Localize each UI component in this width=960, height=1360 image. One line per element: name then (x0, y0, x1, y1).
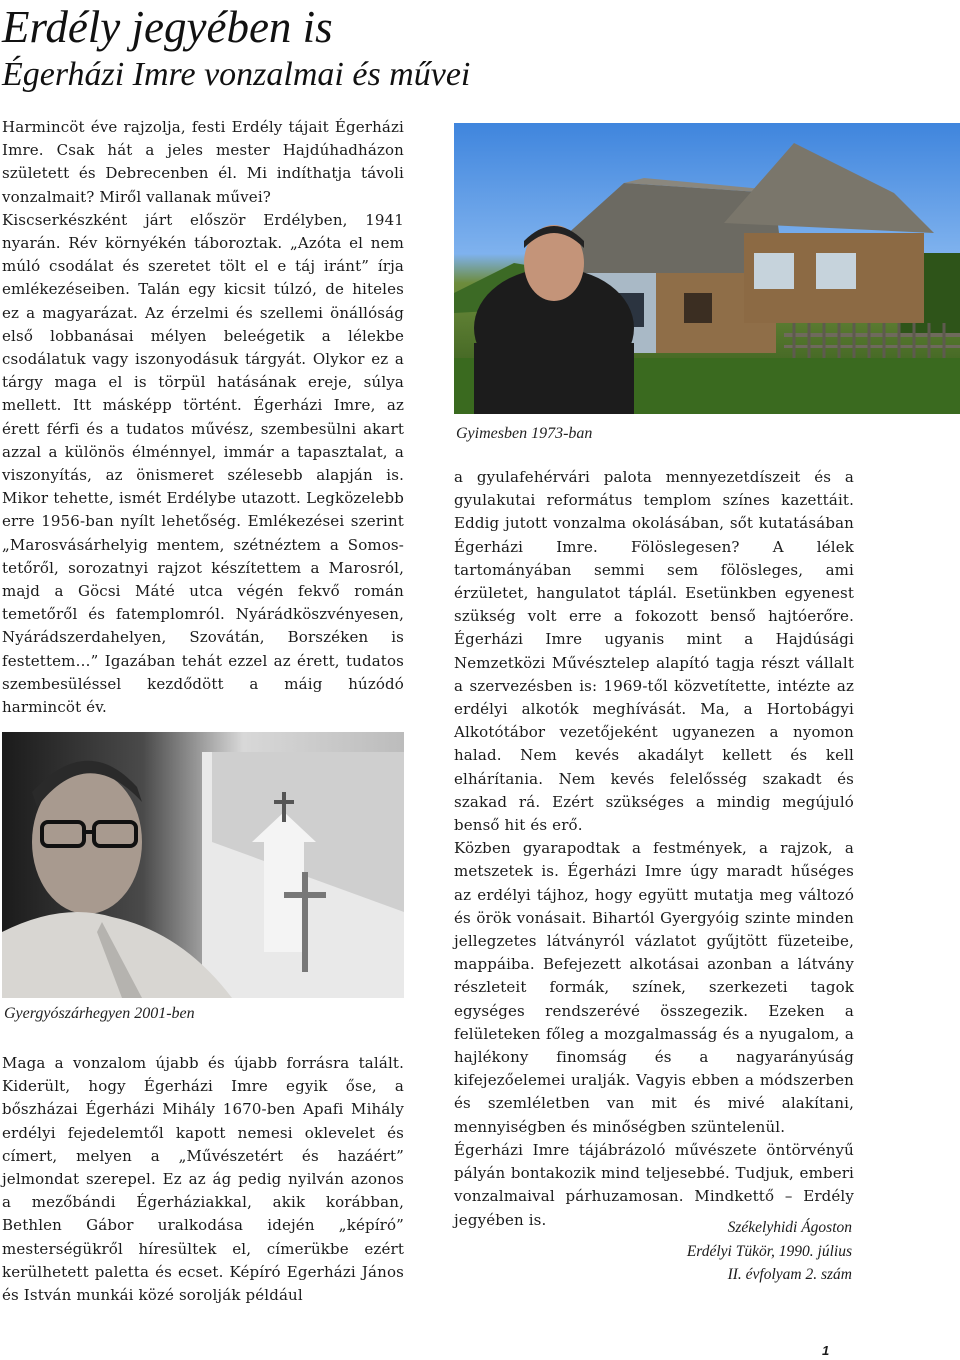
left-column-top (2, 116, 404, 719)
page-number: 1 (822, 1343, 830, 1358)
paragraph: Maga a vonzalom újabb és újabb forrásra talált. Kiderült, hogy Égerházi Imre egyik őse, a bőszházai Égerházi Mihály 1670-ben Apafi Mihály erdélyi fejedelemtől kapott nemesi oklevelet és címert, melyen a „Művészetért és hazáért” jelmondat szerepel. Ez az ág pedig nyilván azonos a mezőbándi Égerháziakkal, akik korábban, Bethlen Gábor uralkodása idején „képíró” mesterségükről híresültek el, címerükbe ezért kerülhetett paletta és ecset. Képíró Egerházi János és István munkái közé sorolják például (2, 1054, 404, 1305)
article-signature (600, 1216, 852, 1287)
photo-painter-illustration (2, 732, 404, 998)
photo-caption-bottom: Gyergyószárhegyen 2001-ben (4, 1005, 195, 1022)
article-title: Erdély jegyében is (2, 2, 333, 52)
paragraph: Közben gyarapodtak a festmények, a rajzok, a metszetek is. Égerházi Imre úgy maradt hűséges az erdélyi tájhoz, hogy együtt mutatja meg változó és örök vonásait. Bihartól Gyergyóig szinte minden jellegzetes látványról vázlatot gyűjtött füzeteibe, mappáiba. Befejezett alkotásai azonban a látvány részleteit formák, színek, szerkezeti tagok egységes rendszerévé összegezik. Ezeken a felületeken főleg a mozgalmasság és a nyugalom, a hajlékony finomság és a nagyarányúság kifejezőelemei uralják. Vagyis ebben a módszerben és szemléletben van mit és mivé alakítani, mennyiségben és minőségben szüntelenül. (454, 839, 854, 1136)
signature-publication: Erdélyi Tükör, 1990. július (686, 1242, 852, 1260)
photo-painter-portrait (2, 732, 404, 998)
left-column-bottom (2, 1052, 404, 1307)
paragraph: Harmincöt éve rajzolja, festi Erdély tájait Égerházi Imre. Csak hát a jeles mester Hajdúhadházon született és Debrecenben él. Mi indíthatja távoli vonzalmait? Miről vallanak művei? (2, 118, 404, 206)
article-subtitle: Égerházi Imre vonzalmai és művei (2, 56, 471, 93)
signature-volume: II. évfolyam 2. szám (727, 1266, 852, 1283)
photo-caption-top: Gyimesben 1973-ban (456, 425, 593, 442)
paragraph: a gyulafehérvári palota mennyezetdíszeit és a gyulakutai református templom színes kazettáit. Eddig jutott vonzalma okolásában, sőt kutatásában Égerházi Imre. Fölöslegesen? A lélek tartományában semmi sem fölösleges, ami érzületet, hangulatot táplál. Esetünkben egyenest szükség volt erre a fokozott benső hajtóerőre. Égerházi Imre ugyanis mint a Hajdúsági Nemzetközi Művésztelep alapító tagja részt vállalt a szervezésben is: 1969-től közvetítette, intézte az erdélyi alkotók meghívását. Ma, a Hortobágyi Alkotótábor vezetőjeként ugyanezen a nyomon halad. Nem kevés akadályt kellett és kell elhárítania. Nem kevés felelősség szakadt és szakad rá. Ezért szükséges a mindig megújuló benső hit és erő. (454, 468, 854, 835)
right-column (454, 466, 854, 1232)
paragraph: Égerházi Imre tájábrázoló művészete öntörvényű pályán bontakozik mind teljesebbé. Tudjuk, emberi vonzalmaival párhuzamosan. Mindkettő – Erdély jegyében is. (454, 1140, 854, 1229)
signature-author: Székelyhidi Ágoston (727, 1219, 852, 1236)
photo-house-portrait (454, 123, 960, 414)
photo-house-illustration (454, 123, 960, 414)
paragraph: Kiscserkészként járt először Erdélyben, 1941 nyarán. Rév környékén táboroztak. „Azóta el nem múló csodálat és szeretet tölt el e táj iránt” írja emlékezéseiben. Talán egy kicsit túlzó, de hiteles ez a magyarázat. Az érzelmi és szellemi önállóság első lobbanásai mélyen beleégetik a lélekbe csodálatuk vagy iszonyodásuk tárgyát. Olykor ez a tárgy maga el is törpül hatásának ereje, súlya mellett. Itt másképp történt. Égerházi Imre, az érett férfi és a tudatos művész, szembesülni akart azzal a különös élménnyel, immár a tapasztalat, a viszonyítás, az önismeret szélesebb alapján is. Mikor tehette, ismét Erdélybe utazott. Legközelebb erre 1956-ban nyílt lehetőség. Emlékezései szerint „Marosvásárhelyig mentem, szétnéztem a Somos-tetőről, sorozatnyi rajzot készítettem a Marosról, majd a Göcsi Máté utca végén fekvő román temetőről és fatemplomról. Nyárádköszvényesen, Nyárádszerdahelyen, Szovátán, Borszéken is festettem…” Igazában tehát ezzel az érett, tudatos szembesüléssel kezdődött a máig húzódó harmincöt év. (2, 210, 404, 717)
